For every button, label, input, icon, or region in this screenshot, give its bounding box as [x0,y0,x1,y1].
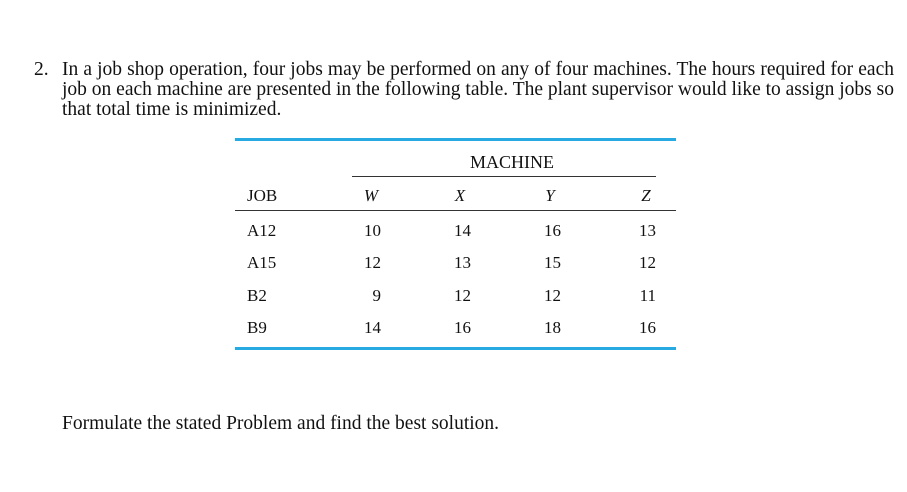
col-header-z: Z [641,186,651,205]
table-cell: 13 [639,221,656,240]
table-cell: 16 [544,221,561,240]
table-cell: 14 [364,318,381,337]
machine-header-underline [352,176,656,177]
machine-group-header: MACHINE [470,152,554,172]
col-header-w: W [363,186,379,205]
table-cell: 10 [364,221,381,240]
instruction-text: Formulate the stated Problem and find the best solution. [62,413,500,434]
table-row-job: B9 [247,318,267,337]
table-cell: 16 [639,318,656,337]
table-cell: 12 [364,253,381,272]
problem-number: 2. [34,59,49,80]
table-bottom-rule [235,347,676,350]
table-cell: 18 [544,318,561,337]
table-row-job: A12 [247,221,277,240]
table-cell: 11 [639,286,656,305]
table-row-job: B2 [247,286,267,305]
table-row-job: A15 [247,253,277,272]
col-header-x: X [454,186,466,205]
table-cell: 12 [544,286,561,305]
job-column-header: JOB [247,186,278,205]
table-cell: 9 [372,286,381,305]
col-header-y: Y [545,186,555,205]
table-cell: 16 [454,318,471,337]
table-cell: 13 [454,253,471,272]
table-cell: 15 [544,253,561,272]
table-cell: 12 [454,286,471,305]
header-underline [235,210,676,211]
problem-text: In a job shop operation, four jobs may be performed on any of four machines. The hours required for each job on each machine are presented in the following table. The plant supervisor would like to assign jobs so that total time is minimized. [62,59,894,120]
table-cell: 12 [639,253,656,272]
table-cell: 14 [454,221,471,240]
table-top-rule [235,138,676,141]
